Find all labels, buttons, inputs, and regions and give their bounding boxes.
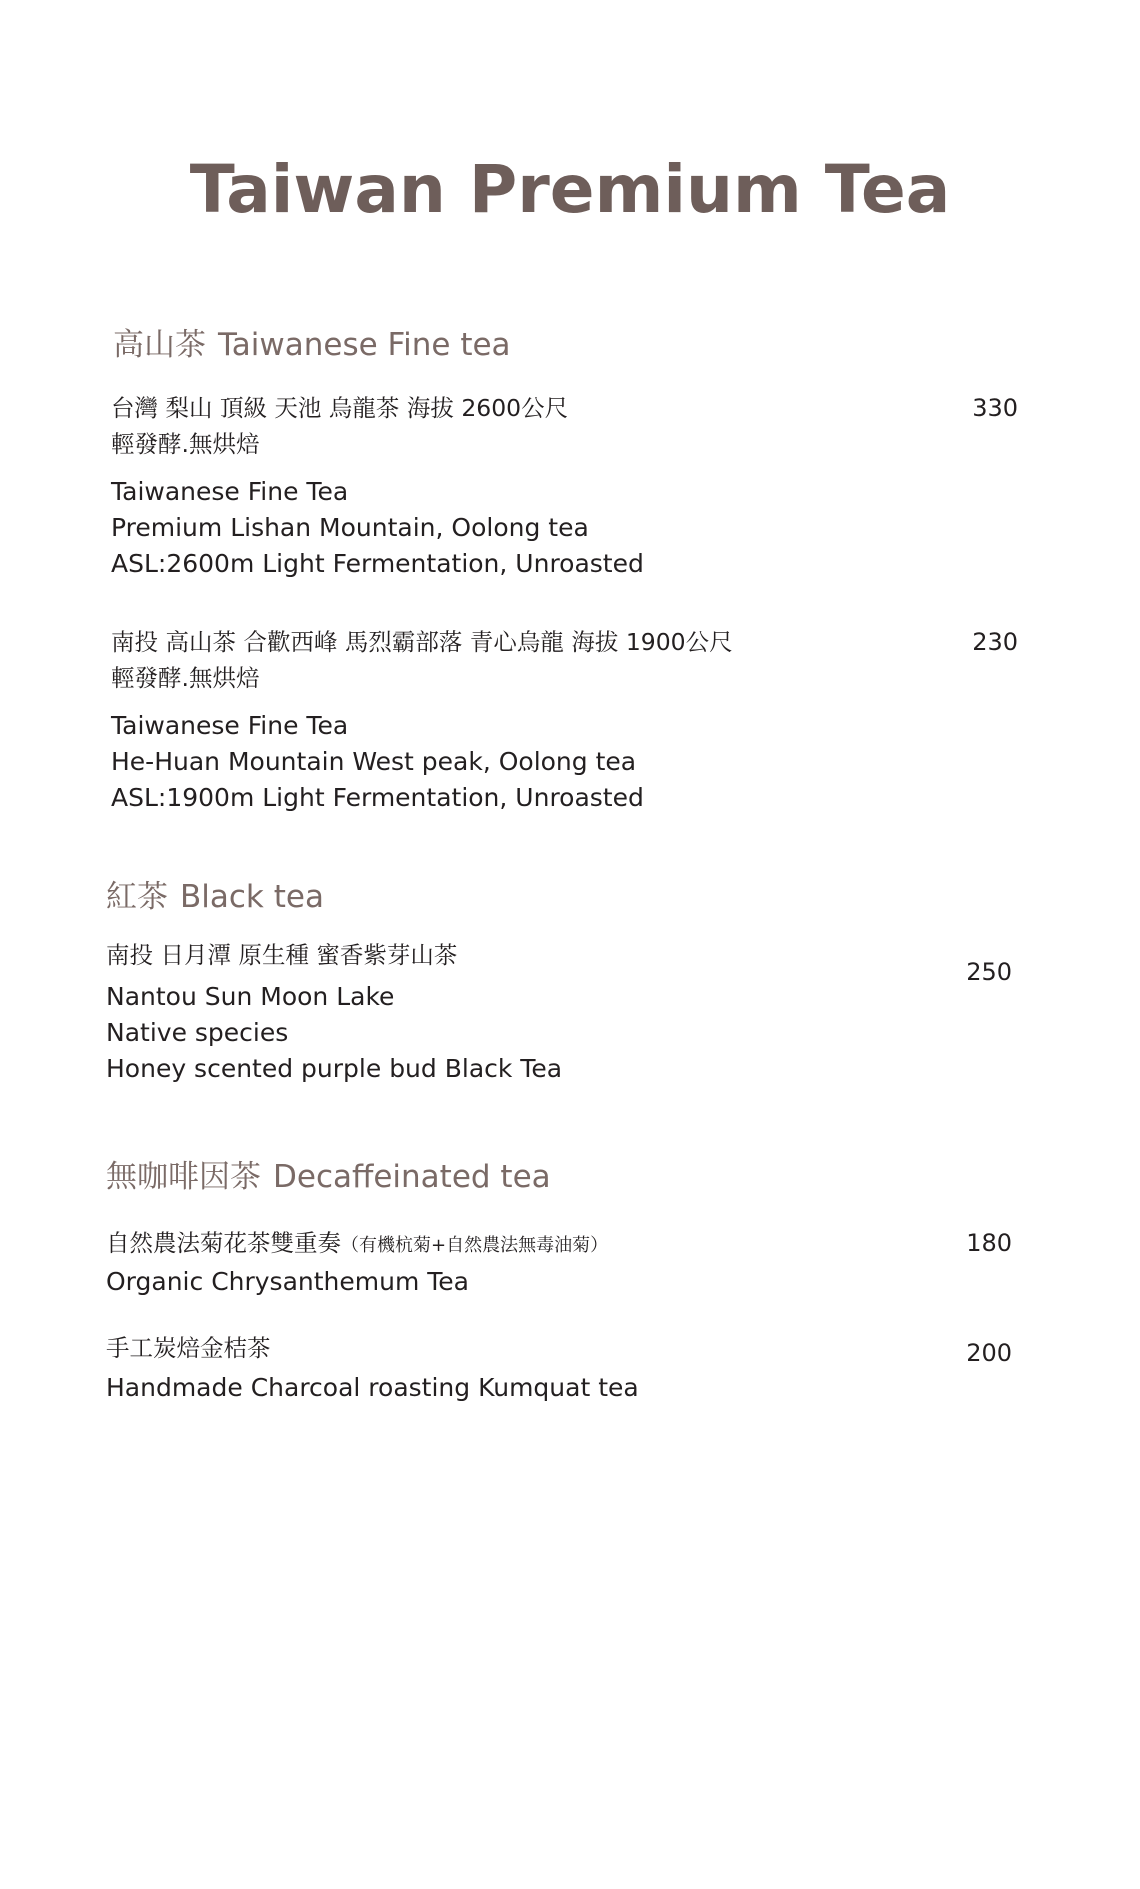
menu-item-chrysanthemum-tea <box>106 1225 1026 1300</box>
section-title-zh: 高山茶 <box>113 327 206 363</box>
item-en-line: Taiwanese Fine Tea <box>111 477 349 506</box>
item-en-line: Nantou Sun Moon Lake <box>106 982 395 1011</box>
menu-item-lishan-oolong <box>111 390 1031 582</box>
menu-item-kumquat-tea <box>106 1330 1026 1406</box>
item-en-line: Native species <box>106 1018 289 1047</box>
section-title-decaffeinated-tea <box>106 1157 551 1197</box>
section-title-zh: 紅茶 <box>106 879 168 915</box>
menu-item-sun-moon-lake-black-tea <box>106 937 1026 1087</box>
item-zh-line: 手工炭焙金桔茶 <box>106 1334 271 1362</box>
menu-item-hehuan-oolong <box>111 624 1031 816</box>
section-title-black-tea <box>106 877 324 917</box>
item-zh-note: （有機杭菊+自然農法無毒油菊） <box>341 1235 609 1256</box>
item-en-line: ASL:2600m Light Fermentation, Unroasted <box>111 549 644 578</box>
page-title: Taiwan Premium Tea <box>189 151 951 228</box>
item-zh-line: 輕發酵.無烘焙 <box>111 430 260 458</box>
item-en-line: He-Huan Mountain West peak, Oolong tea <box>111 747 637 776</box>
item-zh-line: 南投 高山茶 合歡西峰 馬烈霸部落 青心烏龍 海拔 1900公尺 <box>111 628 733 656</box>
item-price: 200 <box>966 1339 1012 1367</box>
item-zh-line: 台灣 梨山 頂級 天池 烏龍茶 海拔 2600公尺 <box>111 394 569 422</box>
item-zh-line: 輕發酵.無烘焙 <box>111 664 260 692</box>
item-en-line: ASL:1900m Light Fermentation, Unroasted <box>111 783 644 812</box>
item-en-line: Taiwanese Fine Tea <box>111 711 349 740</box>
item-en-line: Handmade Charcoal roasting Kumquat tea <box>106 1373 639 1402</box>
item-price: 250 <box>966 958 1012 986</box>
item-zh-line <box>106 1225 1026 1264</box>
section-title-zh: 無咖啡因茶 <box>106 1159 261 1195</box>
item-en-line: Organic Chrysanthemum Tea <box>106 1267 470 1296</box>
item-en-line: Premium Lishan Mountain, Oolong tea <box>111 513 589 542</box>
section-title-fine-tea <box>113 325 511 365</box>
item-price: 230 <box>972 628 1018 656</box>
item-zh-name: 自然農法菊花茶雙重奏 <box>106 1229 341 1257</box>
item-zh-line: 南投 日月潭 原生種 蜜香紫芽山茶 <box>106 941 458 969</box>
section-title-en: Decaffeinated tea <box>273 1159 551 1195</box>
section-title-en: Black tea <box>180 879 324 915</box>
item-price: 330 <box>972 394 1018 422</box>
section-title-en: Taiwanese Fine tea <box>218 327 511 363</box>
item-price: 180 <box>966 1229 1012 1257</box>
item-en-line: Honey scented purple bud Black Tea <box>106 1054 563 1083</box>
